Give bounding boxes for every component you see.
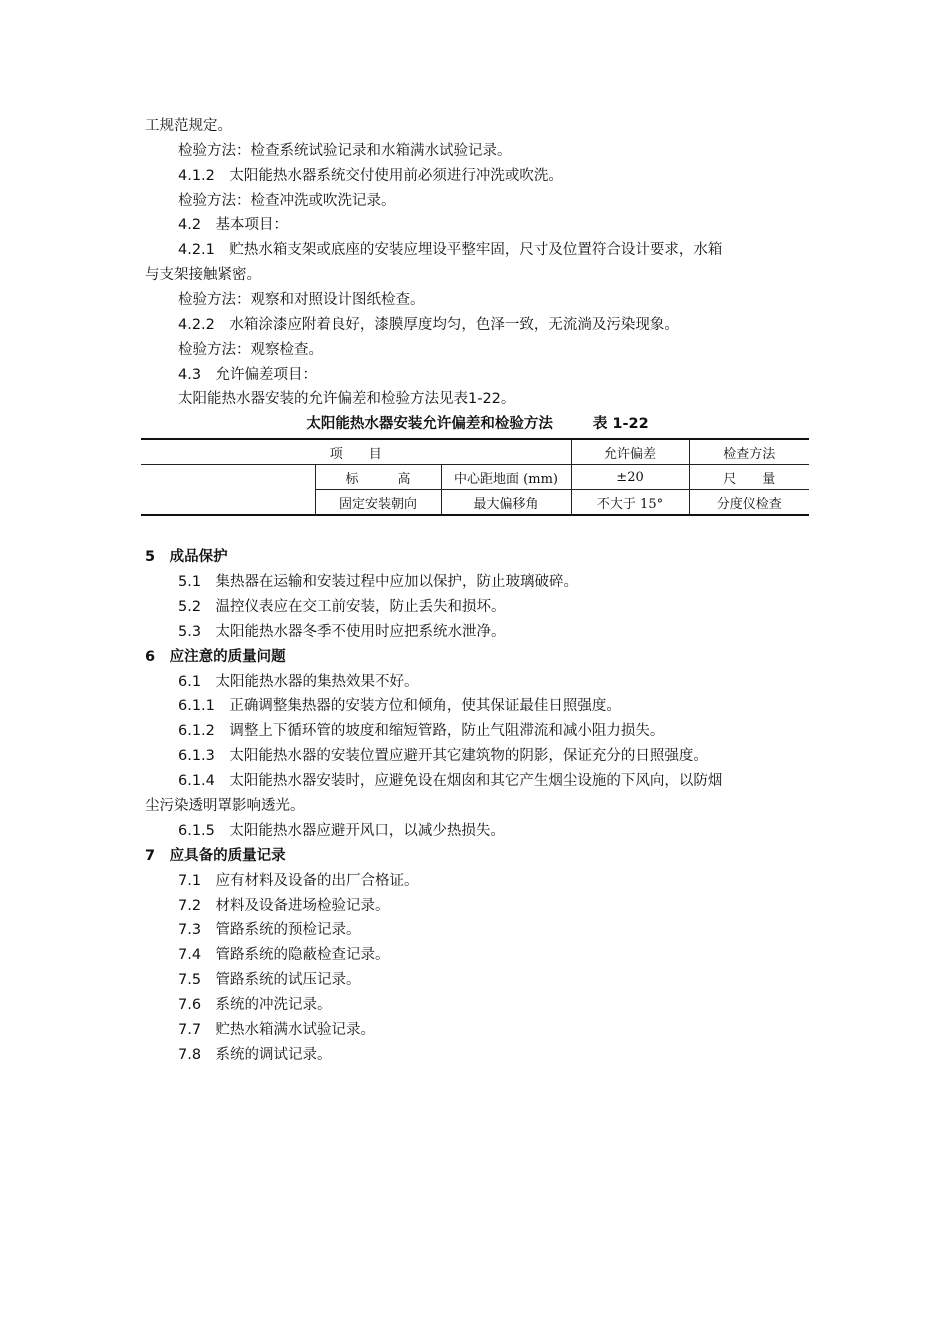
text-line: 工规范规定。	[145, 118, 232, 134]
cell-method: 尺 量	[689, 465, 809, 490]
cell-item: 固定安装朝向	[315, 490, 441, 516]
text-line: 5.1 集热器在运输和安装过程中应加以保护，防止玻璃破碎。	[178, 574, 579, 590]
text-line: 7.4 管路系统的隐蔽检查记录。	[178, 947, 390, 963]
text-line: 7.5 管路系统的试压记录。	[178, 972, 361, 988]
text-line: 4.2.2 水箱涂漆应附着良好，漆膜厚度均匀，色泽一致，无流淌及污染现象。	[178, 317, 679, 333]
table-blank-cell	[141, 465, 315, 516]
text-line: 检验方法：观察检查。	[178, 342, 323, 358]
header-method: 检查方法	[689, 439, 809, 465]
text-line: 7.2 材料及设备进场检验记录。	[178, 898, 390, 914]
tolerance-table	[141, 438, 809, 516]
text-line: 5.2 温控仪表应在交工前安装，防止丢失和损坏。	[178, 599, 506, 615]
section-heading: 5 成品保护	[145, 549, 228, 565]
cell-tolerance: ±20	[571, 465, 689, 490]
text-line: 6.1.2 调整上下循环管的坡度和缩短管路，防止气阻滞流和减小阻力损失。	[178, 723, 665, 739]
text-line: 检验方法：检查系统试验记录和水箱满水试验记录。	[178, 143, 512, 159]
text-line: 4.2 基本项目：	[178, 217, 289, 233]
section-heading: 6 应注意的质量问题	[145, 649, 286, 665]
cell-tolerance: 不大于 15°	[571, 490, 689, 516]
text-line: 6.1.5 太阳能热水器应避开风口，以减少热损失。	[178, 823, 505, 839]
table-header-row	[141, 439, 809, 465]
cell-sub: 中心距地面 (mm)	[441, 465, 571, 490]
text-line: 7.8 系统的调试记录。	[178, 1047, 332, 1063]
cell-item: 标 高	[315, 465, 441, 490]
text-line: 7.7 贮热水箱满水试验记录。	[178, 1022, 376, 1038]
text-line: 5.3 太阳能热水器冬季不使用时应把系统水泄净。	[178, 624, 506, 640]
text-line: 6.1.1 正确调整集热器的安装方位和倾角，使其保证最佳日照强度。	[178, 698, 621, 714]
text-line: 检验方法：观察和对照设计图纸检查。	[178, 292, 425, 308]
cell-method: 分度仪检查	[689, 490, 809, 516]
text-line: 4.1.2 太阳能热水器系统交付使用前必须进行冲洗或吹洗。	[178, 168, 563, 184]
text-line: 6.1.4 太阳能热水器安装时，应避免设在烟囱和其它产生烟尘设施的下风向，以防烟	[178, 773, 723, 789]
text-line: 4.2.1 贮热水箱支架或底座的安装应埋设平整牢固，尺寸及位置符合设计要求，水箱	[178, 242, 723, 258]
text-line: 太阳能热水器安装的允许偏差和检验方法见表1-22。	[178, 391, 516, 407]
header-item: 项 目	[141, 439, 571, 465]
table-row	[141, 465, 809, 490]
table-number: 表 1-22	[592, 416, 649, 432]
cell-sub: 最大偏移角	[441, 490, 571, 516]
table-title: 太阳能热水器安装允许偏差和检验方法	[306, 416, 553, 432]
text-line: 7.6 系统的冲洗记录。	[178, 997, 332, 1013]
text-line: 7.3 管路系统的预检记录。	[178, 922, 361, 938]
section-heading: 7 应具备的质量记录	[145, 848, 286, 864]
text-line: 尘污染透明罩影响透光。	[145, 798, 305, 814]
text-line: 6.1 太阳能热水器的集热效果不好。	[178, 674, 419, 690]
text-line: 4.3 允许偏差项目：	[178, 367, 318, 383]
table-caption	[145, 412, 810, 437]
text-line: 检验方法：检查冲洗或吹洗记录。	[178, 193, 396, 209]
text-line: 与支架接触紧密。	[145, 267, 261, 283]
text-line: 7.1 应有材料及设备的出厂合格证。	[178, 873, 419, 889]
text-line: 6.1.3 太阳能热水器的安装位置应避开其它建筑物的阴影，保证充分的日照强度。	[178, 748, 708, 764]
header-tolerance: 允许偏差	[571, 439, 689, 465]
